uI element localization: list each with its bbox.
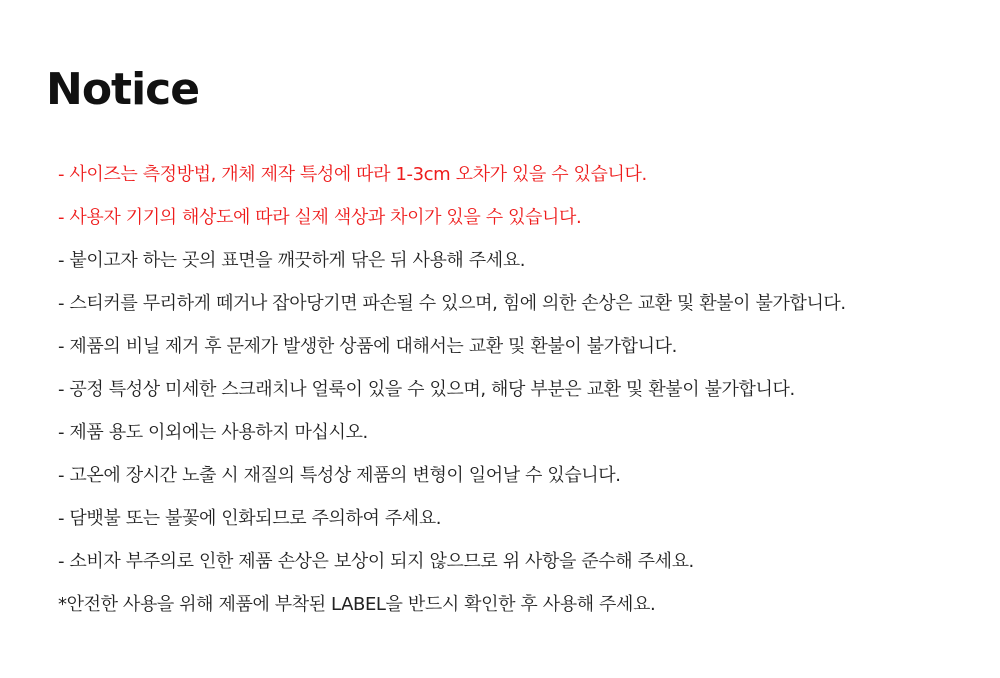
notice-item-intended-use: - 제품 용도 이외에는 사용하지 마십시오. bbox=[58, 422, 368, 443]
notice-item-heat-exposure: - 고온에 장시간 노출 시 재질의 특성상 제품의 변형이 일어날 수 있습니다. bbox=[58, 465, 621, 486]
notice-item-vinyl-removed: - 제품의 비닐 제거 후 문제가 발생한 상품에 대해서는 교환 및 환불이 불가합니다. bbox=[58, 336, 677, 357]
page-title: Notice bbox=[46, 64, 200, 115]
notice-item-consumer-negligence: - 소비자 부주의로 인한 제품 손상은 보상이 되지 않으므로 위 사항을 준수해 주세요. bbox=[58, 551, 694, 572]
notice-item-check-label: *안전한 사용을 위해 제품에 부착된 LABEL을 반드시 확인한 후 사용해 주세요. bbox=[58, 594, 656, 615]
notice-item-color-difference: - 사용자 기기의 해상도에 따라 실제 색상과 차이가 있을 수 있습니다. bbox=[58, 207, 582, 228]
notice-item-clean-surface: - 붙이고자 하는 곳의 표면을 깨끗하게 닦은 뒤 사용해 주세요. bbox=[58, 250, 526, 271]
notice-list bbox=[58, 160, 988, 633]
notice-item-no-force-removal: - 스티커를 무리하게 떼거나 잡아당기면 파손될 수 있으며, 힘에 의한 손상은 교환 및 환불이 불가합니다. bbox=[58, 293, 846, 314]
notice-item-scratches: - 공정 특성상 미세한 스크래치나 얼룩이 있을 수 있으며, 해당 부분은 교환 및 환불이 불가합니다. bbox=[58, 379, 795, 400]
notice-item-flammable: - 담뱃불 또는 불꽃에 인화되므로 주의하여 주세요. bbox=[58, 508, 442, 529]
notice-item-size-tolerance: - 사이즈는 측정방법, 개체 제작 특성에 따라 1-3cm 오차가 있을 수 있습니다. bbox=[58, 164, 647, 185]
